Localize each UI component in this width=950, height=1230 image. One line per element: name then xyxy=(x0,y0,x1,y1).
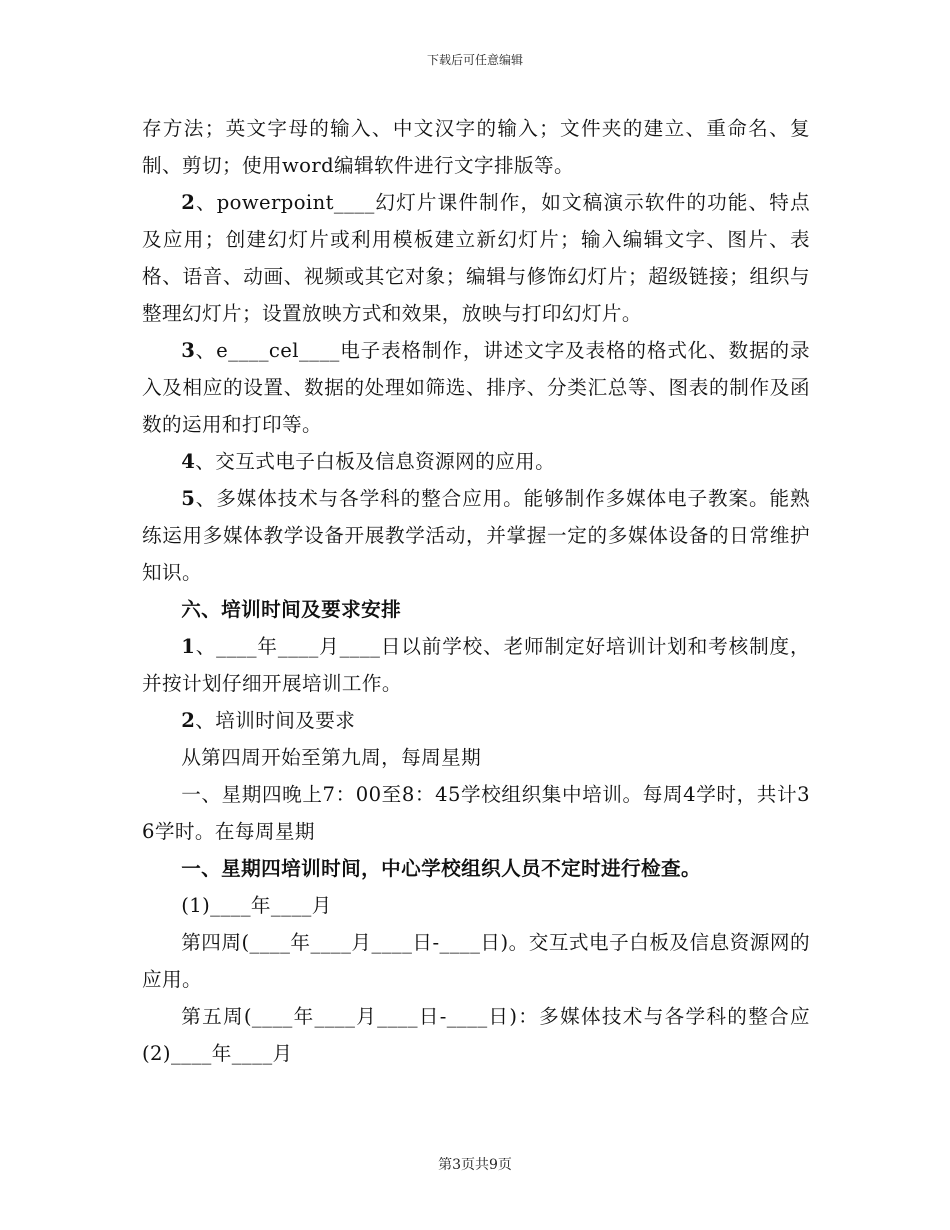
list-item-schedule xyxy=(142,628,810,702)
list-item-text: 、多媒体技术与各学科的整合应用。能够制作多媒体电子教案。能熟练运用多媒体教学设备开展教学活动，并掌握一定的多媒体设备的日常维护知识。 xyxy=(142,487,810,584)
list-item-multimedia xyxy=(142,480,810,591)
list-item-whiteboard xyxy=(142,443,810,480)
paragraph: 一、星期四晚上7：00至8：45学校组织集中培训。每周4学时，共计36学时。在每周星期 xyxy=(142,783,810,843)
list-item-powerpoint xyxy=(142,184,810,332)
list-item-text: 、交互式电子白板及信息资源网的应用。 xyxy=(195,450,556,473)
paragraph: 第五周(____年____月____日-____日)：多媒体技术与各学科的整合应(2)____年____月 xyxy=(142,1005,810,1065)
list-number: 1 xyxy=(181,635,196,658)
list-item-training-time xyxy=(142,702,810,739)
document-body xyxy=(142,110,810,1072)
page-header: 下载后可任意编辑 xyxy=(426,53,523,67)
list-number: 2 xyxy=(181,191,196,214)
list-item-excel xyxy=(142,332,810,443)
paragraph: 从第四周开始至第九周，每周星期 xyxy=(181,746,482,769)
emphasis-paragraph: 一、星期四培训时间，中心学校组织人员不定时进行检查。 xyxy=(181,857,702,880)
paragraph: 第四周(____年____月____日-____日)。交互式电子白板及信息资源网的应用。 xyxy=(142,931,810,991)
list-number: 3 xyxy=(181,339,196,362)
list-item-text: 、e____cel____电子表格制作，讲述文字及表格的格式化、数据的录入及相应的设置、数据的处理如筛选、排序、分类汇总等、图表的制作及函数的运用和打印等。 xyxy=(142,339,810,436)
list-item-text: 、培训时间及要求 xyxy=(195,709,356,732)
list-item-text: 、____年____月____日以前学校、老师制定好培训计划和考核制度，并按计划仔细开展培训工作。 xyxy=(142,635,810,695)
list-item-text: 、powerpoint____幻灯片课件制作，如文稿演示软件的功能、特点及应用；创建幻灯片或利用模板建立新幻灯片；输入编辑文字、图片、表格、语音、动画、视频或其它对象；编辑与修饰幻灯片；超级链接；组织与整理幻灯片；设置放映方式和效果，放映与打印幻灯片。 xyxy=(142,191,810,325)
list-number: 4 xyxy=(181,450,196,473)
section-heading: 六、培训时间及要求安排 xyxy=(181,598,402,621)
paragraph: (1)____年____月 xyxy=(181,894,332,917)
paragraph: 存方法；英文字母的输入、中文汉字的输入；文件夹的建立、重命名、复制、剪切；使用word编辑软件进行文字排版等。 xyxy=(142,117,810,177)
page-footer: 第3页共9页 xyxy=(438,1157,512,1173)
list-number: 2 xyxy=(181,709,196,732)
list-number: 5 xyxy=(181,487,196,510)
